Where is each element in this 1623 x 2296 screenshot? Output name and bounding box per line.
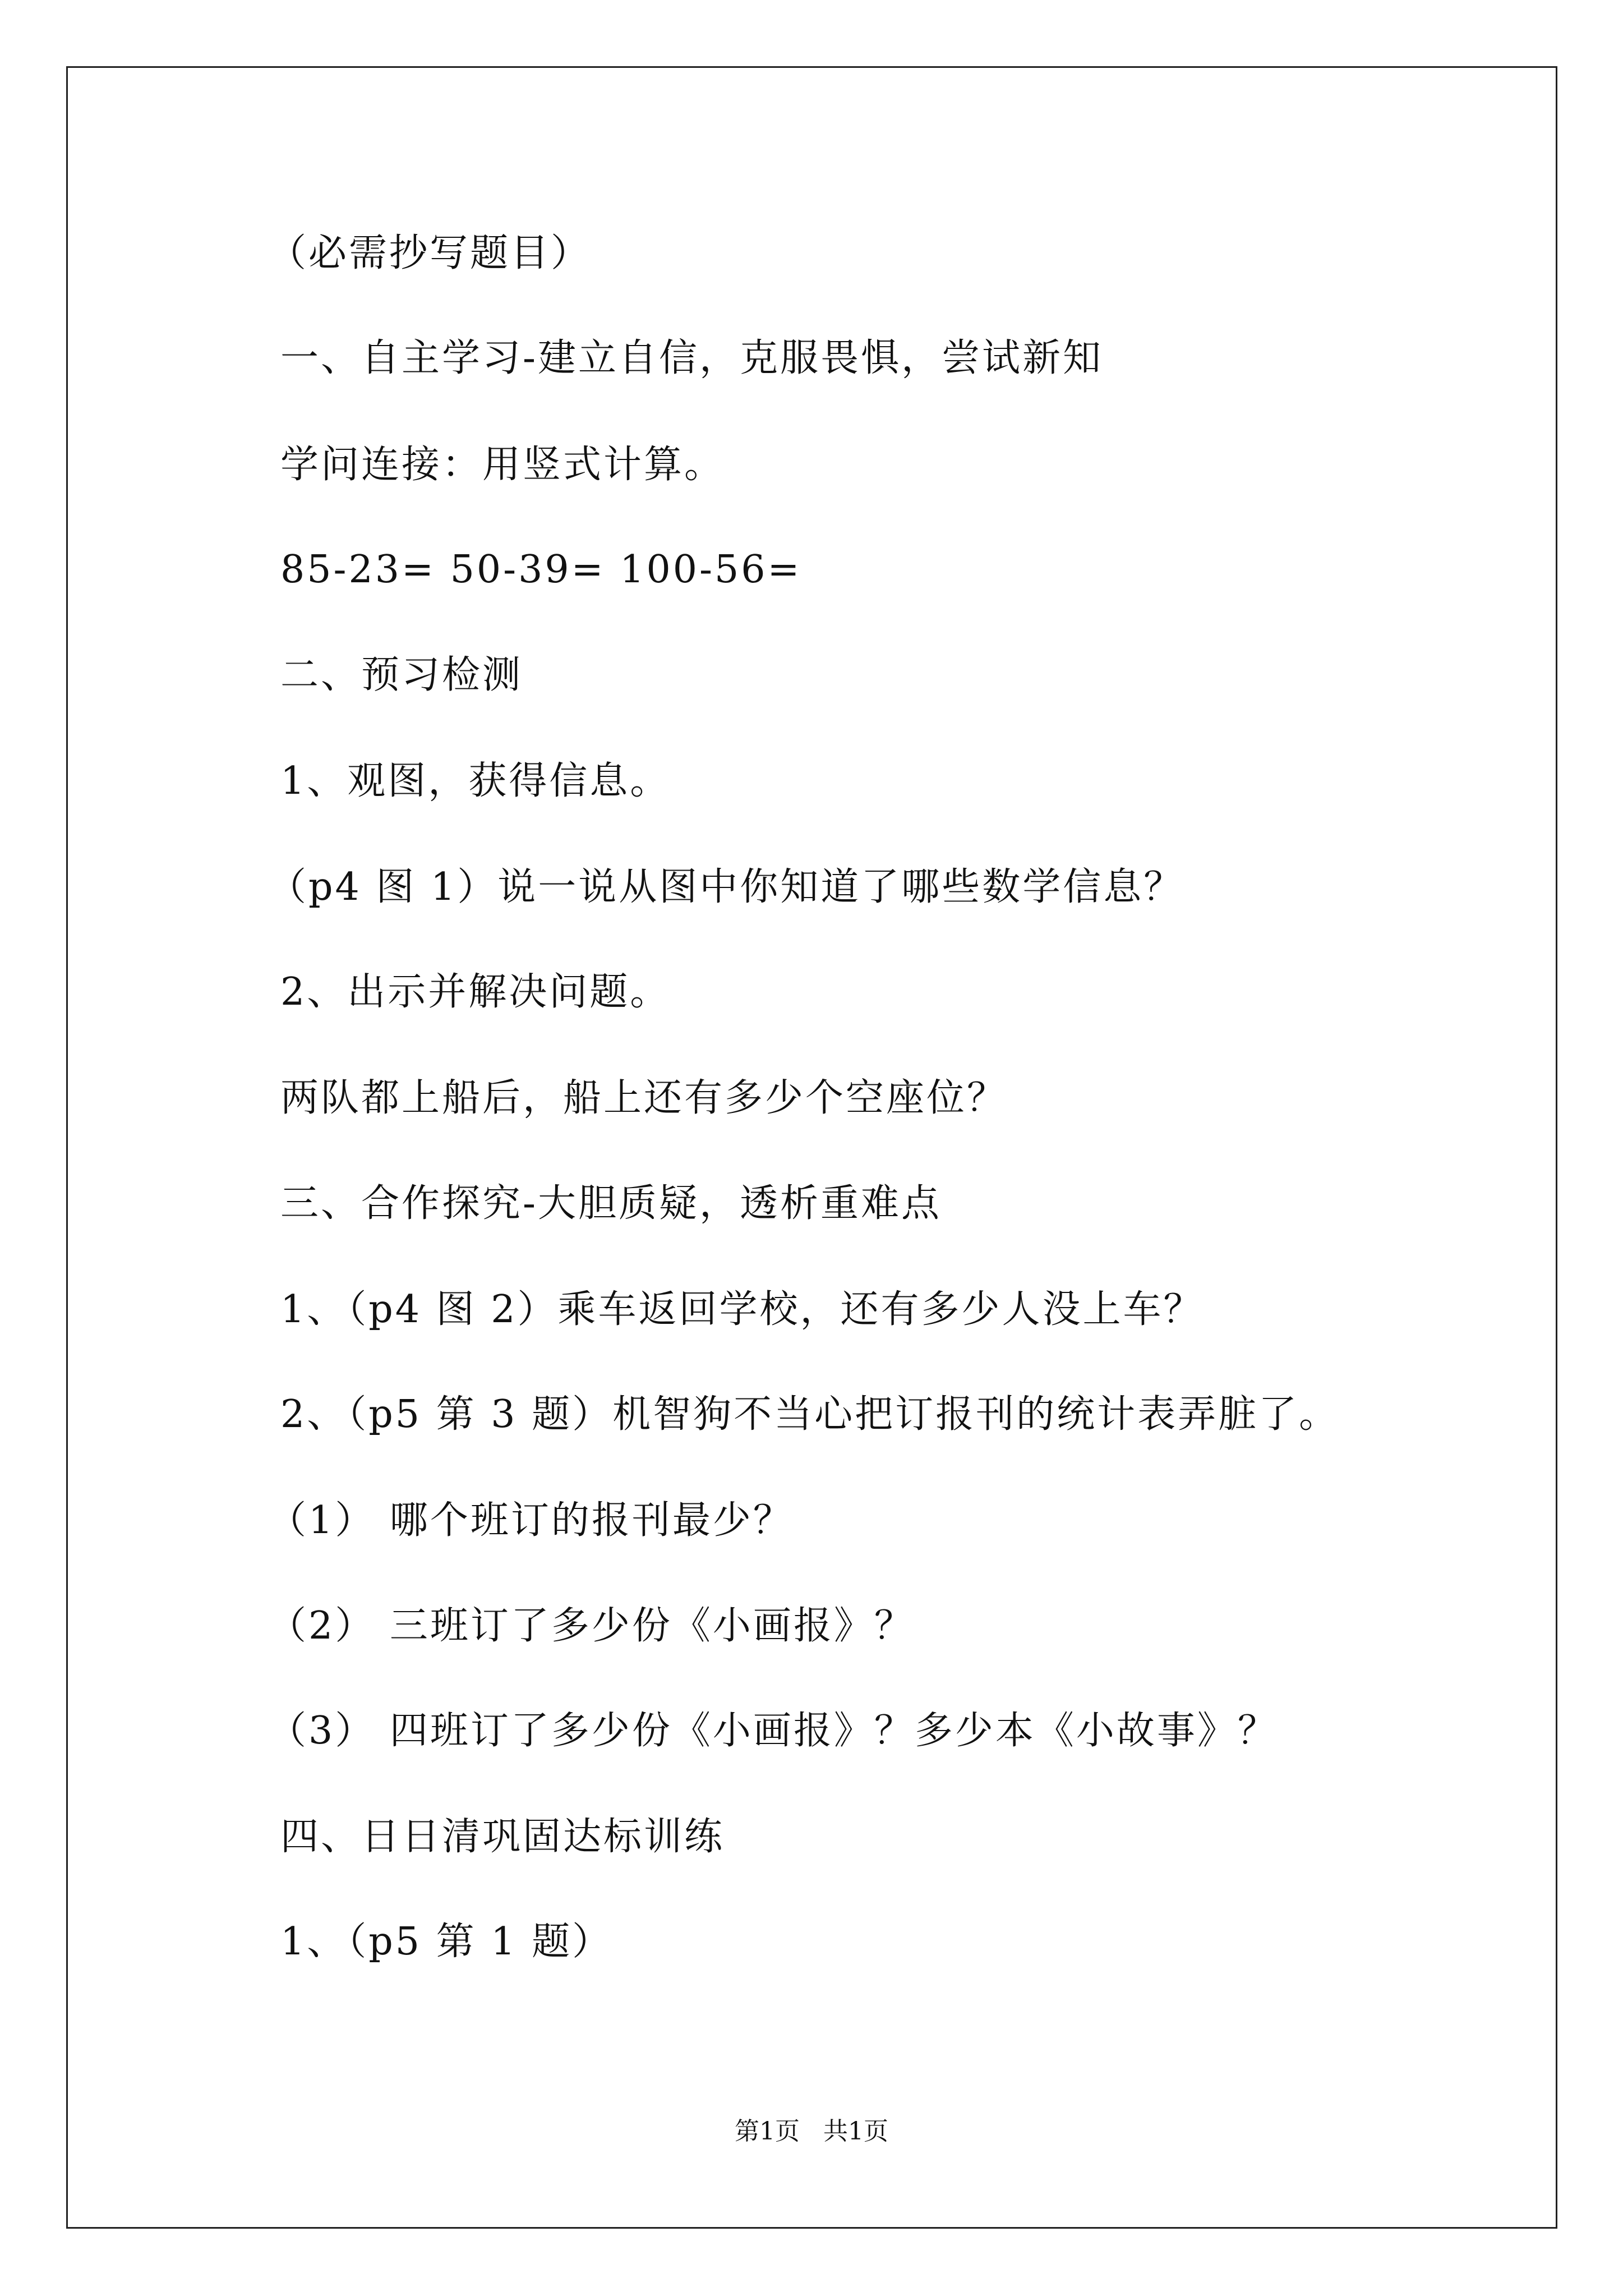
doc-line-8: 2、出示并解决问题。 <box>280 970 671 1014</box>
doc-line-6: 1、观图，获得信息。 <box>280 759 671 803</box>
doc-line-5: 二、预习检测 <box>280 653 523 697</box>
doc-line-16: 四、日日清巩固达标训练 <box>280 1815 725 1859</box>
doc-line-4: 85-23= 50-39= 100-56= <box>280 547 802 592</box>
doc-line-11: 1、（p4 图 2）乘车返回学校，还有多少人没上车？ <box>280 1287 1204 1332</box>
doc-line-9: 两队都上船后，船上还有多少个空座位？ <box>280 1076 1008 1120</box>
doc-line-3: 学问连接：用竖式计算。 <box>280 443 725 487</box>
doc-line-14: （2） 三班订了多少份《小画报》？ <box>268 1604 915 1648</box>
doc-line-1: （必需抄写题目） <box>268 231 592 275</box>
doc-line-13: （1） 哪个班订的报刊最少？ <box>268 1498 794 1543</box>
doc-line-10: 三、合作探究-大胆质疑，透析重难点 <box>280 1181 942 1226</box>
page-footer: 第1页 共1页 <box>735 2117 888 2146</box>
doc-line-15: （3） 四班订了多少份《小画报》？多少本《小故事》？ <box>268 1709 1278 1753</box>
doc-line-17: 1、（p5 第 1 题） <box>280 1920 613 1964</box>
doc-line-2: 一、自主学习-建立自信，克服畏惧，尝试新知 <box>280 336 1103 380</box>
doc-line-12: 2、（p5 第 3 题）机智狗不当心把订报刊的统计表弄脏了。 <box>280 1392 1340 1437</box>
doc-line-7: （p4 图 1）说一说从图中你知道了哪些数学信息？ <box>268 865 1184 909</box>
